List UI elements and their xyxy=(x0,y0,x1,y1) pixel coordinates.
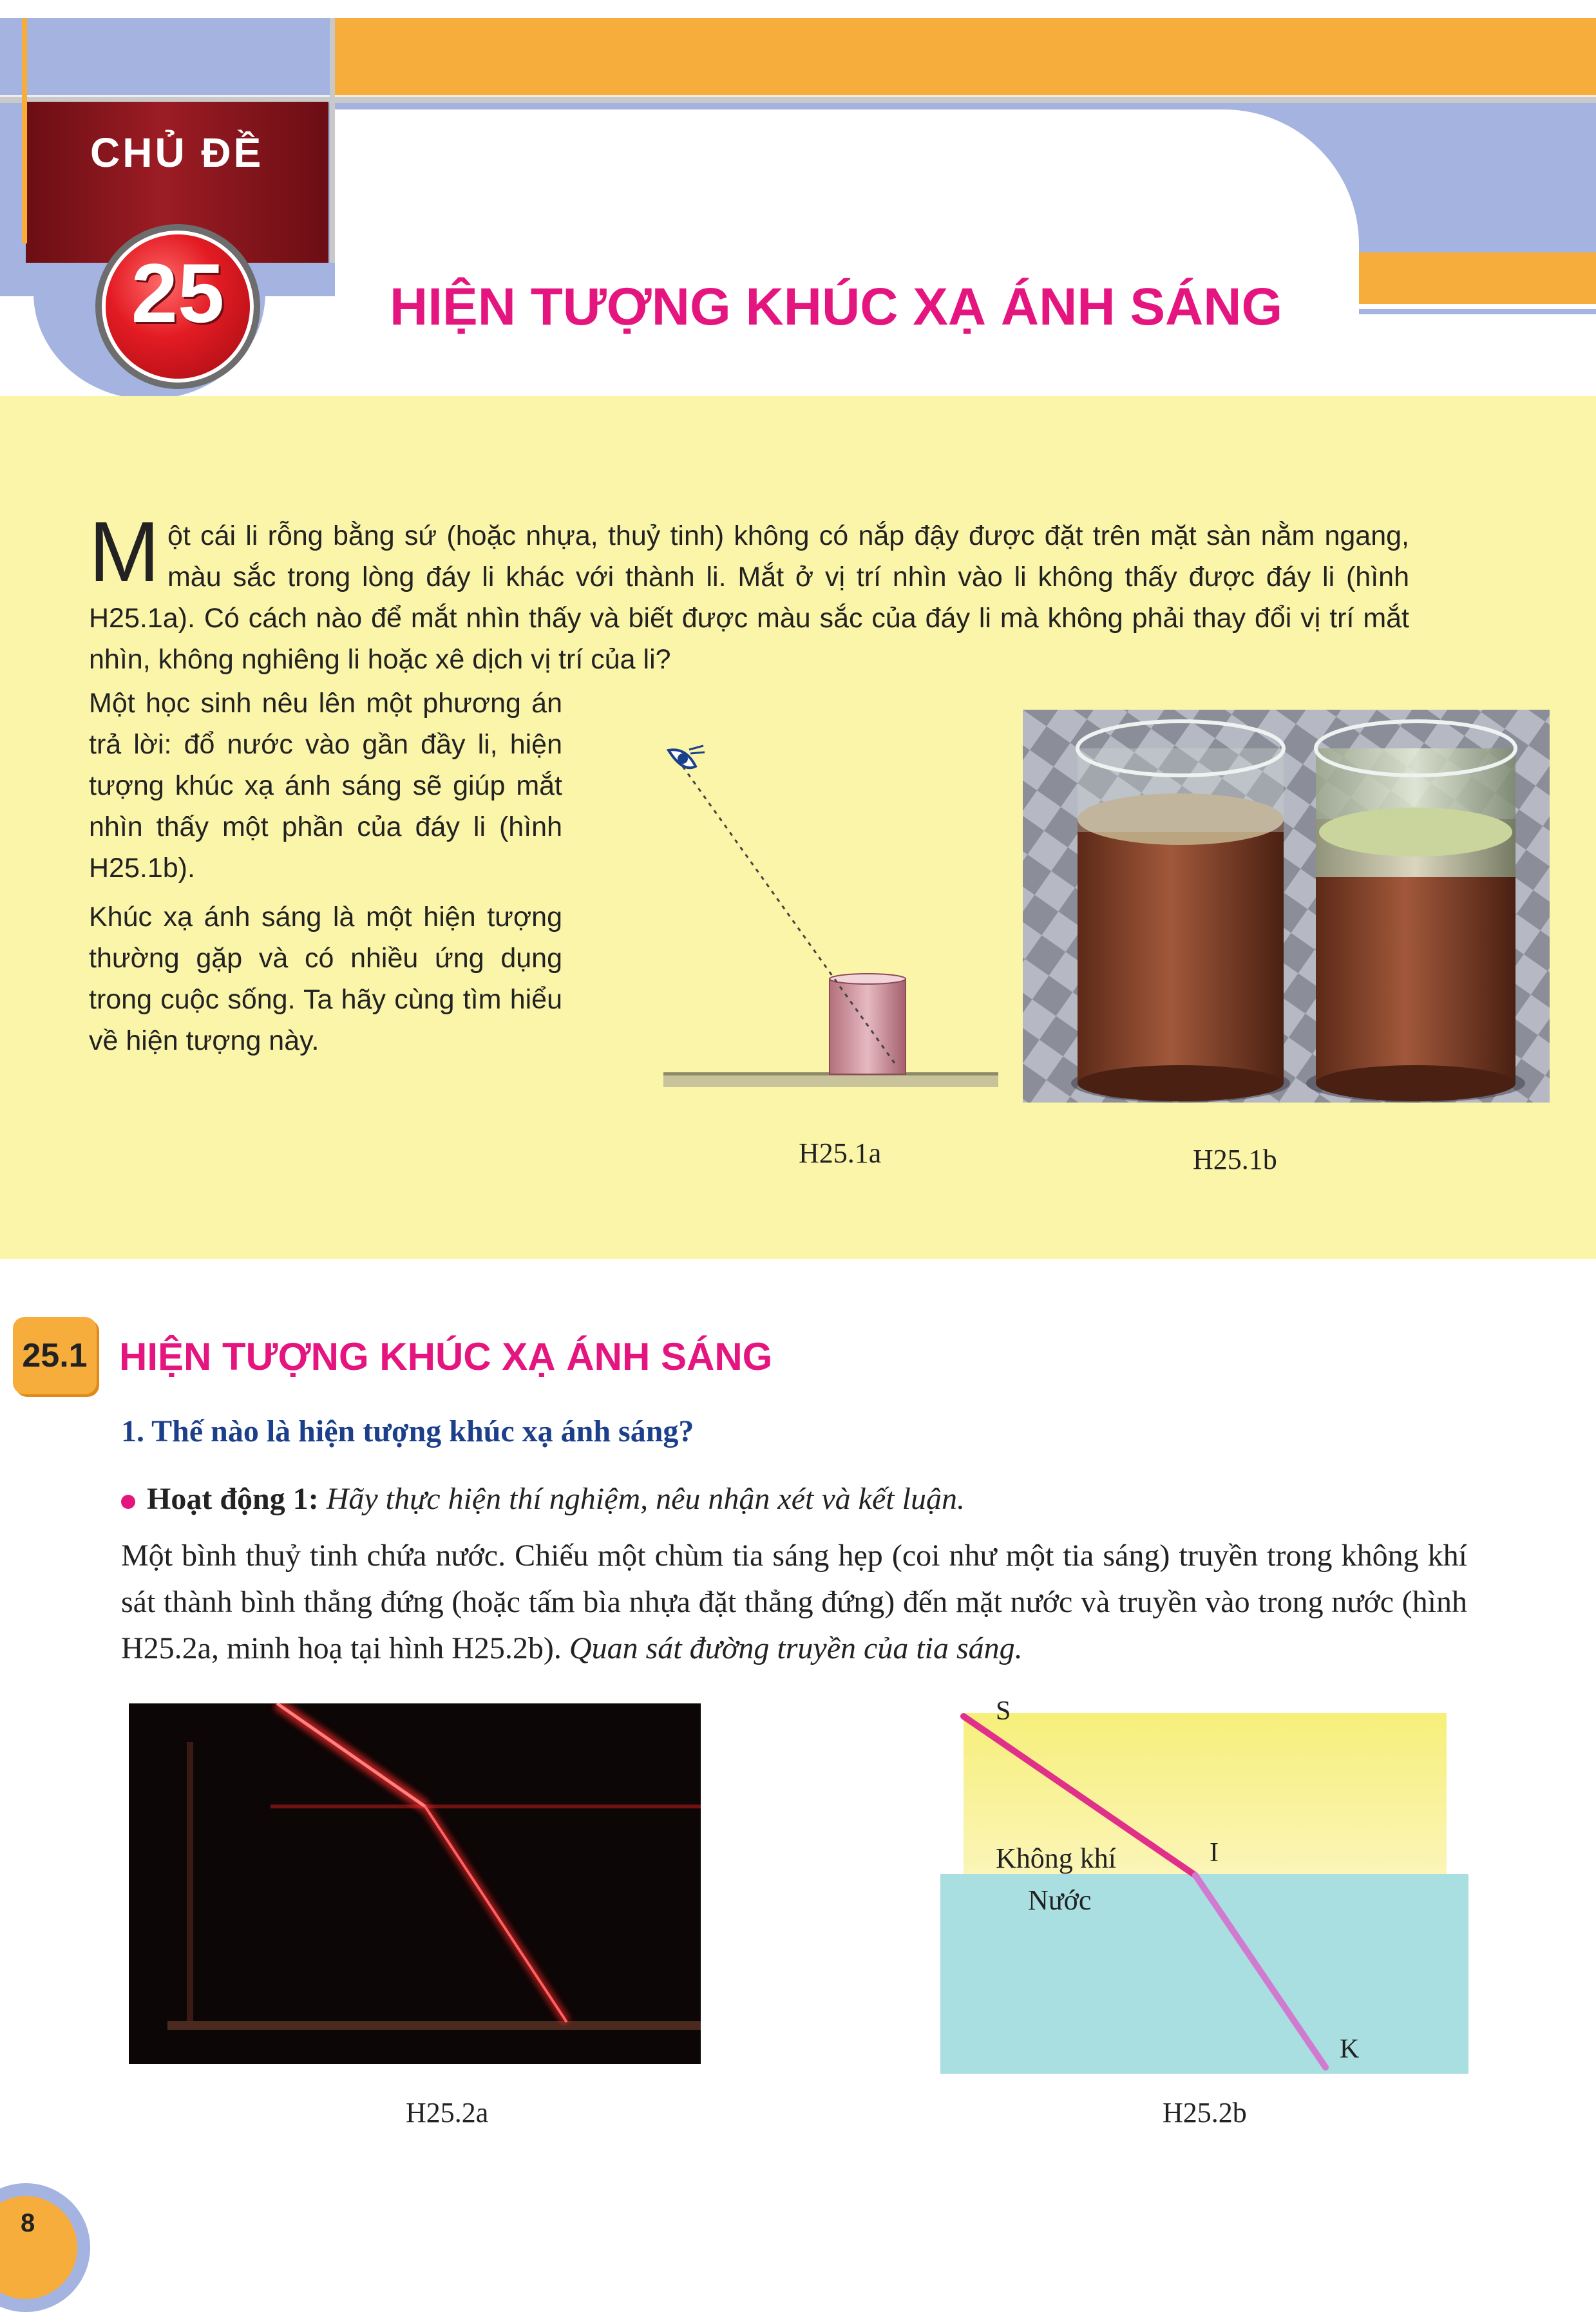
label-s: S xyxy=(996,1700,1011,1726)
intro-paragraph-text: ột cái li rỗng bằng sứ (hoặc nhựa, thuỷ tinh) không có nắp đậy được đặt trên mặt sàn nằm ngang, màu sắc trong lòng đáy li khác với thành li. Mắt ở vị trí nhìn vào li không thấy được đáy li (hình H25.1a). Có cách nào để mắt nhìn thấy và biết được màu sắc của đáy li mà không phải thay đổi vị trí mắt nhìn, không nghiêng li hoặc xê dịch vị trí của li? xyxy=(89,520,1409,675)
label-k: K xyxy=(1340,2034,1360,2064)
topic-label: CHỦ ĐỀ xyxy=(90,129,264,176)
intro-left-paragraph-2: Khúc xạ ánh sáng là một hiện tượng thường gặp và có nhiều ứng dụng trong cuộc sống. Ta hãy cùng tìm hiểu về hiện tượng này. xyxy=(89,902,562,1056)
label-water: Nước xyxy=(1028,1884,1092,1916)
glass-empty xyxy=(1071,721,1290,1103)
page-title: HIỆN TƯỢNG KHÚC XẠ ÁNH SÁNG xyxy=(390,278,1283,336)
page-number: 8 xyxy=(21,2209,35,2237)
intro-left-column xyxy=(89,683,562,1069)
figure-h25-2b xyxy=(940,1700,1468,2080)
header-band-blue xyxy=(0,18,335,95)
caption-h25-2a: H25.2a xyxy=(406,2097,489,2128)
section-number: 25.1 xyxy=(22,1337,88,1374)
cup-rim xyxy=(830,974,906,984)
caption-h25-1a: H25.1a xyxy=(799,1137,882,1169)
subheading: 1. Thế nào là hiện tượng khúc xạ ánh sáng? xyxy=(121,1414,694,1448)
photo-background xyxy=(129,1703,701,2064)
header-accent-line xyxy=(1353,309,1596,314)
experiment-instruction: Quan sát đường truyền của tia sáng. xyxy=(569,1631,1023,1665)
section-title: HIỆN TƯỢNG KHÚC XẠ ÁNH SÁNG xyxy=(119,1335,773,1378)
activity-line xyxy=(121,1481,965,1517)
activity-label: Hoạt động 1: xyxy=(147,1482,319,1516)
header-band-orange xyxy=(335,18,1596,95)
experiment-paragraph xyxy=(121,1533,1467,1672)
label-i: I xyxy=(1210,1838,1219,1868)
eye-icon xyxy=(669,746,705,768)
caption-h25-2b: H25.2b xyxy=(1163,2097,1247,2128)
bullet-icon xyxy=(121,1495,135,1509)
experiment-text: Một bình thuỷ tinh chứa nước. Chiếu một chùm tia sáng hẹp (coi như một tia sáng) truyền trong không khí sát thành bình thẳng đứng (hoặc tấm bìa nhựa đặt thẳng đứng) đến mặt nước và truyền vào trong nước (hình H25.2a, minh hoạ tại hình H25.2b). xyxy=(121,1539,1467,1665)
figure-h25-2a xyxy=(129,1703,701,2064)
intro-paragraph xyxy=(89,504,1409,680)
caption-h25-1b: H25.1b xyxy=(1193,1144,1277,1175)
glass-with-water xyxy=(1306,721,1525,1103)
figure-h25-1b xyxy=(1023,710,1550,1103)
header-accent-right xyxy=(1353,252,1596,304)
label-air: Không khí xyxy=(996,1843,1116,1874)
header-vertical-line xyxy=(22,18,27,243)
floor-surface xyxy=(663,1074,998,1087)
topic-number: 25 xyxy=(131,246,225,340)
intro-left-paragraph-1: Một học sinh nêu lên một phương án trả lời: đổ nước vào gần đầy li, hiện tượng khúc xạ ánh sáng sẽ giúp mắt nhìn thấy một phần của đáy li (hình H25.1b). xyxy=(89,688,562,884)
activity-instruction: Hãy thực hiện thí nghiệm, nêu nhận xét và kết luận. xyxy=(326,1482,965,1516)
water-region xyxy=(940,1874,1468,2074)
header-vertical-line-2 xyxy=(330,18,335,263)
header-title-panel xyxy=(335,109,1359,419)
figure-h25-1a xyxy=(657,721,1018,1108)
dropcap-letter: M xyxy=(89,504,160,599)
